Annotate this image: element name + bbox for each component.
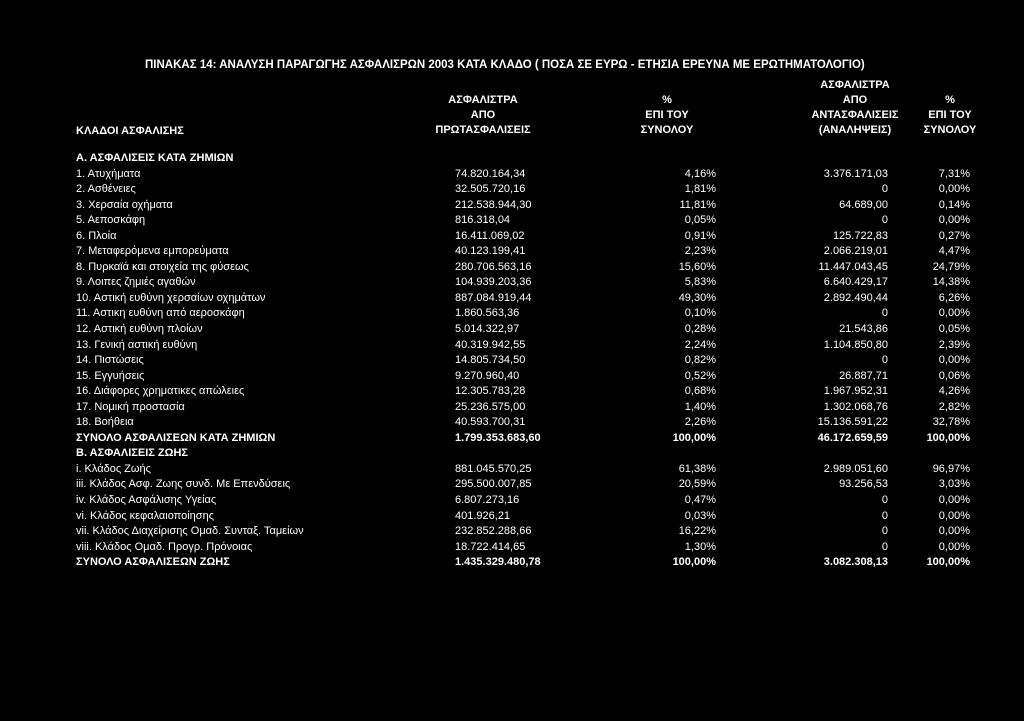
row-label: 1. Ατυχήματα xyxy=(76,167,141,180)
cell-direct-premiums: 74.820.164,34 xyxy=(455,167,526,180)
cell-reinsurance-percent: 32,78% xyxy=(932,416,970,429)
cell-direct-premiums: 295.500.007,85 xyxy=(455,478,532,491)
cell-direct-percent: 0,91% xyxy=(684,229,716,242)
cell-reinsurance-percent: 100,00% xyxy=(926,556,970,569)
row-label: Α. ΑΣΦΑΛΙΣΕΙΣ ΚΑΤΑ ΖΗΜΙΩΝ xyxy=(76,152,234,164)
table-row xyxy=(76,198,976,214)
cell-reinsurance-premiums: 93.256,53 xyxy=(839,478,888,491)
cell-direct-percent: 1,30% xyxy=(684,540,716,553)
cell-direct-percent: 11,81% xyxy=(679,198,716,211)
row-label: Β. ΑΣΦΑΛΙΣΕΙΣ ΖΩΗΣ xyxy=(76,447,188,460)
cell-reinsurance-premiums: 0 xyxy=(881,183,888,196)
row-label: 6. Πλοία xyxy=(76,229,117,242)
header-line: ΑΣΦΑΛΙΣΤΡΑ xyxy=(448,94,518,106)
cell-direct-percent: 1,81% xyxy=(684,183,716,196)
cell-reinsurance-percent: 2,39% xyxy=(938,338,970,351)
cell-reinsurance-percent: 0,00% xyxy=(938,494,970,507)
cell-reinsurance-percent: 4,26% xyxy=(938,385,970,398)
table-row xyxy=(76,244,976,260)
cell-reinsurance-premiums: 0 xyxy=(881,494,888,507)
row-label: 11. Αστικη ευθύνη από αεροσκάφη xyxy=(76,307,245,320)
row-label: 12. Αστική ευθύνη πλοίων xyxy=(76,323,203,336)
cell-reinsurance-percent: 6,26% xyxy=(938,291,970,304)
row-label: 5. Αεποσκάφη xyxy=(76,214,146,227)
cell-reinsurance-percent: 0,14% xyxy=(938,198,970,211)
cell-reinsurance-premiums: 26.887,71 xyxy=(839,369,888,382)
cell-direct-premiums: 12.305.783,28 xyxy=(455,385,526,398)
header-percent-reinsurance xyxy=(915,93,985,138)
cell-reinsurance-percent: 0,00% xyxy=(938,525,970,538)
cell-reinsurance-percent: 100,00% xyxy=(926,431,970,444)
header-line: ΑΣΦΑΛΙΣΤΡΑ xyxy=(820,79,890,91)
cell-reinsurance-percent: 2,82% xyxy=(938,400,970,413)
cell-reinsurance-percent: 0,27% xyxy=(938,229,970,242)
table-row xyxy=(76,415,976,431)
table-row xyxy=(76,540,976,556)
cell-reinsurance-premiums: 2.066.219,01 xyxy=(823,245,888,258)
cell-direct-percent: 16,22% xyxy=(678,525,716,538)
cell-direct-premiums: 232.852.288,66 xyxy=(455,525,532,538)
cell-direct-premiums: 887.084.919,44 xyxy=(455,291,532,304)
table-row xyxy=(76,493,976,509)
cell-reinsurance-percent: 96,97% xyxy=(932,462,970,475)
cell-direct-premiums: 1.435.329.480,78 xyxy=(455,556,541,569)
table-row xyxy=(76,555,976,571)
cell-direct-percent: 20,59% xyxy=(678,478,716,491)
header-line: ΠΡΩΤΑΣΦΑΛΙΣΕΙΣ xyxy=(435,124,531,136)
cell-reinsurance-premiums: 0 xyxy=(881,307,888,320)
table-body xyxy=(76,151,976,571)
cell-reinsurance-premiums: 3.082.308,13 xyxy=(823,556,888,569)
cell-reinsurance-percent: 14,38% xyxy=(932,276,970,289)
header-line: ΣΥΝΟΛΟΥ xyxy=(923,124,977,136)
cell-direct-percent: 0,82% xyxy=(684,354,716,367)
header-line: (ΑΝΑΛΗΨΕΙΣ) xyxy=(818,124,892,136)
table-row xyxy=(76,338,976,354)
cell-reinsurance-percent: 3,03% xyxy=(938,478,970,491)
cell-direct-percent: 2,26% xyxy=(684,416,716,429)
cell-direct-premiums: 6.807.273,16 xyxy=(455,494,520,507)
cell-direct-premiums: 280.706.563,16 xyxy=(455,260,532,273)
cell-direct-percent: 0,10% xyxy=(684,307,716,320)
row-label: 14. Πιστώσεις xyxy=(76,354,144,367)
cell-direct-premiums: 5.014.322,97 xyxy=(455,323,520,336)
cell-direct-premiums: 14.805.734,50 xyxy=(455,354,526,367)
row-label: iii. Κλάδος Ασφ. Ζωης συνδ. Με Επενδύσεις xyxy=(76,478,291,491)
cell-direct-premiums: 16.411.069,02 xyxy=(455,229,525,242)
header-branch-label xyxy=(76,124,184,139)
header-line: ΕΠΙ ΤΟΥ xyxy=(645,109,689,121)
cell-direct-percent: 0,68% xyxy=(684,385,716,398)
cell-reinsurance-premiums: 2.989.051,60 xyxy=(823,462,888,475)
cell-reinsurance-percent: 0,00% xyxy=(938,183,970,196)
table-row xyxy=(76,509,976,525)
header-premiums-direct xyxy=(418,93,548,138)
table-row xyxy=(76,322,976,338)
cell-reinsurance-percent: 0,00% xyxy=(938,307,970,320)
table-title: ΠΙΝΑΚΑΣ 14: ΑΝΑΛΥΣΗ ΠΑΡΑΓΩΓΗΣ ΑΣΦΑΛΙΣΡΩΝ 2003 ΚΑΤΑ ΚΛΑΔΟ ( ΠΟΣΑ ΣΕ ΕΥΡΩ - ΕΤΗΣΙΑ ΕΡΕΥΝΑ ΜΕ ΕΡΩΤΗΜΑΤΟΛΟΓΙΟ) xyxy=(145,59,865,71)
header-premiums-reinsurance xyxy=(785,78,925,138)
row-label: i. Κλάδος Ζωής xyxy=(76,462,151,475)
cell-reinsurance-premiums: 1.967.952,31 xyxy=(823,385,888,398)
row-label: ΣΥΝΟΛΟ ΑΣΦΑΛΙΣΕΩΝ ΖΩΗΣ xyxy=(76,556,230,569)
cell-direct-premiums: 104.939.203,36 xyxy=(455,276,532,289)
row-label: viii. Κλάδος Ομαδ. Προγρ. Πρόνοιας xyxy=(76,540,253,553)
cell-direct-percent: 100,00% xyxy=(672,556,716,569)
header-line: ΣΥΝΟΛΟΥ xyxy=(640,124,694,136)
cell-reinsurance-percent: 0,00% xyxy=(938,509,970,522)
header-line: ΑΠΟ xyxy=(470,109,496,121)
cell-direct-percent: 49,30% xyxy=(678,291,716,304)
cell-reinsurance-premiums: 46.172.659,59 xyxy=(817,431,888,444)
cell-direct-percent: 2,23% xyxy=(684,245,716,258)
table-row xyxy=(76,462,976,478)
table-row xyxy=(76,353,976,369)
table-row xyxy=(76,213,976,229)
row-label: 15. Εγγυήσεις xyxy=(76,369,145,382)
header-line: ΕΠΙ ΤΟΥ xyxy=(928,109,972,121)
cell-direct-premiums: 40.123.199,41 xyxy=(455,245,526,258)
cell-direct-percent: 4,16% xyxy=(684,167,716,180)
cell-reinsurance-premiums: 0 xyxy=(881,509,888,522)
cell-direct-premiums: 40.593.700,31 xyxy=(455,416,526,429)
row-label: vii. Κλάδος Διαχείρισης Ομαδ. Συνταξ. Ταμείων xyxy=(76,525,304,538)
cell-reinsurance-percent: 0,00% xyxy=(938,354,970,367)
table-row xyxy=(76,477,976,493)
cell-direct-premiums: 9.270.960,40 xyxy=(455,369,520,382)
cell-direct-percent: 5,83% xyxy=(684,276,716,289)
cell-reinsurance-premiums: 15.136.591,22 xyxy=(817,416,888,429)
table-row xyxy=(76,369,976,385)
row-label: 18. Βοήθεια xyxy=(76,416,134,429)
header-line: ΑΝΤΑΣΦΑΛΙΣΕΙΣ xyxy=(811,109,899,121)
header-line: % xyxy=(945,94,955,106)
cell-direct-percent: 0,52% xyxy=(684,369,716,382)
cell-reinsurance-premiums: 2.892.490,44 xyxy=(823,291,888,304)
table-row xyxy=(76,229,976,245)
cell-reinsurance-percent: 0,06% xyxy=(938,369,970,382)
header-line: % xyxy=(662,94,672,106)
table-row xyxy=(76,167,976,183)
header-label-text: ΚΛΑΔΟΙ ΑΣΦΑΛΙΣΗΣ xyxy=(76,125,184,137)
row-label: 7. Μεταφερόμενα εμπορεύματα xyxy=(76,245,229,258)
cell-direct-premiums: 40.319.942,55 xyxy=(455,338,526,351)
cell-direct-percent: 0,03% xyxy=(684,509,716,522)
cell-direct-percent: 2,24% xyxy=(684,338,716,351)
cell-reinsurance-premiums: 0 xyxy=(881,525,888,538)
cell-direct-percent: 1,40% xyxy=(684,400,716,413)
row-label: 10. Αστική ευθύνη χερσαίων οχημάτων xyxy=(76,291,266,304)
cell-reinsurance-percent: 24,79% xyxy=(932,260,970,273)
row-label: iv. Κλάδος Ασφάλισης Υγείας xyxy=(76,494,217,507)
header-percent-direct xyxy=(622,93,712,138)
cell-reinsurance-percent: 0,05% xyxy=(938,323,970,336)
cell-direct-premiums: 1.860.563,36 xyxy=(455,307,520,320)
table-row xyxy=(76,260,976,276)
cell-reinsurance-premiums: 125.722,83 xyxy=(832,229,888,242)
table-row xyxy=(76,446,976,462)
cell-reinsurance-premiums: 64.689,00 xyxy=(839,198,888,211)
cell-reinsurance-percent: 4,47% xyxy=(938,245,970,258)
table-row xyxy=(76,291,976,307)
cell-reinsurance-percent: 0,00% xyxy=(938,214,970,227)
table-row xyxy=(76,524,976,540)
cell-reinsurance-premiums: 1.302.068,76 xyxy=(823,400,888,413)
cell-direct-percent: 61,38% xyxy=(678,462,716,475)
cell-reinsurance-premiums: 0 xyxy=(881,214,888,227)
row-label: 17. Νομική προστασία xyxy=(76,400,185,413)
cell-direct-percent: 0,28% xyxy=(684,323,716,336)
cell-reinsurance-premiums: 0 xyxy=(881,354,888,367)
cell-reinsurance-percent: 0,00% xyxy=(938,540,970,553)
cell-reinsurance-premiums: 0 xyxy=(881,540,888,553)
table-row xyxy=(76,182,976,198)
row-label: 8. Πυρκαϊά και στοιχεία της φύσεως xyxy=(76,260,249,273)
cell-direct-premiums: 816.318,04 xyxy=(455,214,511,227)
cell-direct-premiums: 25.236.575,00 xyxy=(455,400,526,413)
cell-direct-percent: 100,00% xyxy=(672,431,716,444)
cell-direct-premiums: 1.799.353.683,60 xyxy=(455,431,541,444)
cell-direct-percent: 15,60% xyxy=(678,260,716,273)
table-row xyxy=(76,431,976,447)
cell-reinsurance-premiums: 6.640.429,17 xyxy=(823,276,888,289)
table-row xyxy=(76,151,976,167)
cell-direct-premiums: 881.045.570,25 xyxy=(455,462,532,475)
row-label: 2. Ασθένειες xyxy=(76,183,136,196)
row-label: vi. Κλάδος κεφαλαιοποίησης xyxy=(76,509,214,522)
table-row xyxy=(76,400,976,416)
cell-reinsurance-premiums: 21.543,86 xyxy=(839,323,888,336)
table-row xyxy=(76,384,976,400)
row-label: 13. Γενική αστική ευθύνη xyxy=(76,338,198,351)
cell-reinsurance-premiums: 3.376.171,03 xyxy=(823,167,888,180)
row-label: 16. Διάφορες χρηματικες απώλειες xyxy=(76,385,245,398)
cell-direct-premiums: 32.505.720,16 xyxy=(455,183,526,196)
row-label: ΣΥΝΟΛΟ ΑΣΦΑΛΙΣΕΩΝ ΚΑΤΑ ΖΗΜΙΩΝ xyxy=(76,431,276,444)
cell-reinsurance-premiums: 11.447.043,45 xyxy=(818,260,888,273)
cell-reinsurance-percent: 7,31% xyxy=(938,167,970,180)
cell-direct-premiums: 212.538.944,30 xyxy=(455,198,532,211)
cell-direct-premiums: 401.926,21 xyxy=(455,509,511,522)
cell-direct-premiums: 18.722.414,65 xyxy=(455,540,526,553)
cell-direct-percent: 0,05% xyxy=(684,214,716,227)
row-label: 3. Χερσαία οχήματα xyxy=(76,198,173,211)
table-row xyxy=(76,306,976,322)
cell-direct-percent: 0,47% xyxy=(684,494,716,507)
table-row xyxy=(76,275,976,291)
row-label: 9. Λοιπες ζημιές αγαθών xyxy=(76,276,196,289)
cell-reinsurance-premiums: 1.104.850,80 xyxy=(823,338,888,351)
header-line: ΑΠΟ xyxy=(842,94,868,106)
